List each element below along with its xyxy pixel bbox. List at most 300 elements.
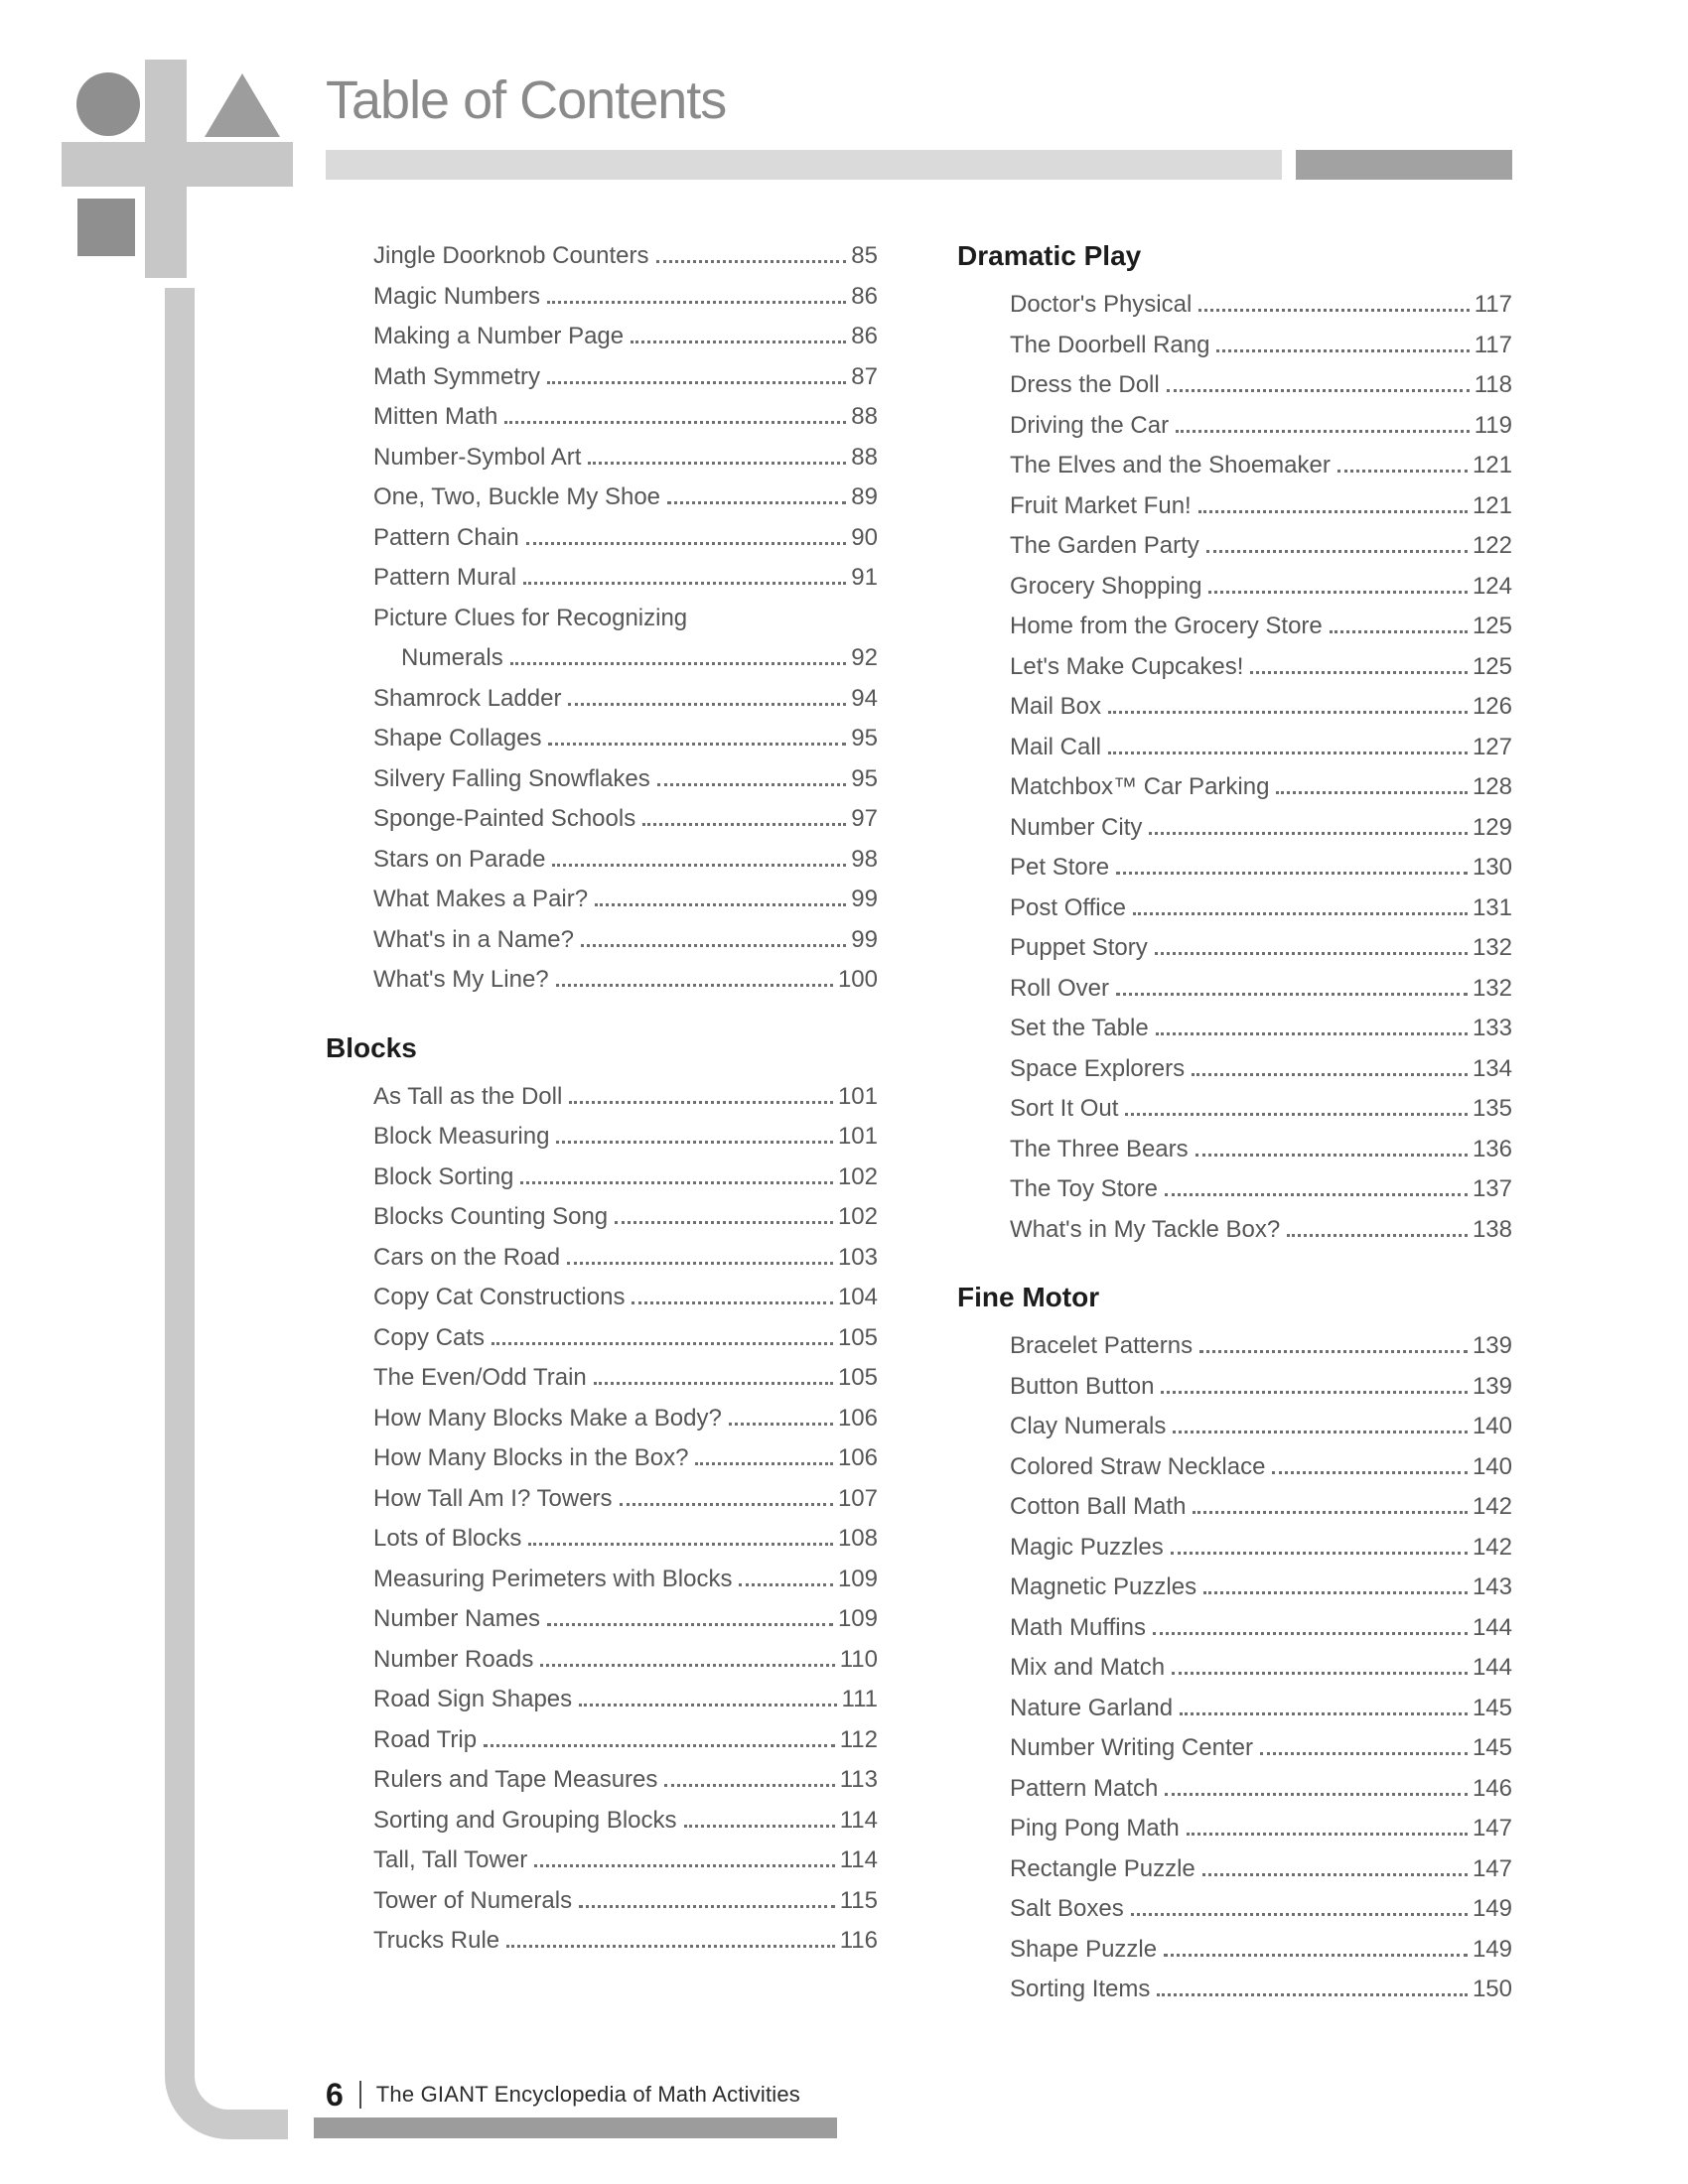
dot-leader (1131, 1913, 1468, 1916)
entry-title: Copy Cats (373, 1323, 486, 1351)
toc-entry (957, 1169, 1512, 1210)
entry-title: Roll Over (1010, 974, 1110, 1002)
toc-entry (957, 1608, 1512, 1649)
entry-page-number: 144 (1472, 1654, 1512, 1681)
page-footer (326, 2077, 800, 2113)
toc-entry (957, 1407, 1512, 1447)
entry-title: What's My Line? (373, 966, 549, 993)
toc-entry (957, 1130, 1512, 1170)
toc-entry (326, 518, 878, 559)
entry-page-number: 142 (1472, 1493, 1512, 1520)
dot-leader (1287, 1234, 1468, 1237)
entry-title: Puppet Story (1010, 934, 1148, 961)
entry-title: Copy Cat Constructions (373, 1284, 626, 1310)
entry-title: Picture Clues for Recognizing (373, 604, 688, 631)
entry-title: Grocery Shopping (1010, 572, 1202, 600)
dot-leader (667, 501, 846, 504)
entry-page-number: 126 (1472, 693, 1512, 720)
logo-horizontal-bar (62, 142, 293, 187)
toc-entry (326, 679, 878, 720)
toc-entry (326, 317, 878, 357)
entry-title: Ping Pong Math (1010, 1815, 1180, 1842)
toc-entry (957, 1689, 1512, 1729)
dot-leader (568, 703, 846, 706)
dot-leader (556, 984, 833, 987)
toc-entry (957, 1930, 1512, 1971)
entry-page-number: 92 (851, 644, 878, 671)
toc-entry (957, 767, 1512, 808)
entry-page-number: 127 (1472, 733, 1512, 760)
dot-leader (1173, 1431, 1468, 1433)
dot-leader (1206, 550, 1468, 553)
dot-leader (547, 1623, 833, 1626)
dot-leader (1153, 1632, 1468, 1635)
dot-leader (1172, 1672, 1468, 1675)
entry-page-number: 142 (1472, 1533, 1512, 1561)
entry-page-number: 117 (1474, 291, 1512, 318)
square-shape-icon (77, 199, 135, 256)
entry-page-number: 143 (1472, 1573, 1512, 1600)
dot-leader (1180, 1712, 1468, 1715)
entry-title: Measuring Perimeters with Blocks (373, 1565, 733, 1592)
toc-entry (957, 1009, 1512, 1049)
dot-leader (534, 1864, 835, 1867)
dot-leader (631, 341, 846, 343)
entry-page-number: 117 (1474, 331, 1512, 358)
entry-page-number: 121 (1472, 452, 1512, 478)
entry-title: Driving the Car (1010, 411, 1170, 439)
toc-entry (326, 397, 878, 438)
dot-leader (548, 743, 846, 746)
entry-page-number: 149 (1472, 1935, 1512, 1963)
entry-title: As Tall as the Doll (373, 1082, 563, 1110)
dot-leader (1133, 912, 1468, 915)
toc-entry (957, 1326, 1512, 1367)
dot-leader (1196, 1154, 1468, 1157)
entry-page-number: 109 (837, 1565, 878, 1592)
dot-leader (1199, 1350, 1468, 1353)
entry-title: Shape Collages (373, 725, 542, 751)
entry-page-number: 99 (851, 925, 878, 953)
entry-title: Math Symmetry (373, 362, 541, 390)
entry-page-number: 100 (837, 966, 878, 993)
toc-entry (326, 1519, 878, 1560)
toc-entry (326, 599, 878, 639)
toc-entry (957, 1728, 1512, 1769)
entry-page-number: 129 (1472, 813, 1512, 841)
entry-title: The Elves and the Shoemaker (1010, 452, 1331, 478)
entry-page-number: 134 (1472, 1054, 1512, 1082)
entry-title: Rectangle Puzzle (1010, 1854, 1196, 1882)
toc-entry (326, 920, 878, 961)
entry-title: Lots of Blocks (373, 1525, 522, 1552)
entry-title: One, Two, Buckle My Shoe (373, 483, 661, 510)
dot-leader (664, 1784, 834, 1787)
toc-entry (957, 607, 1512, 647)
toc-entry (326, 1479, 878, 1520)
entry-title: Stars on Parade (373, 845, 546, 873)
entry-title: Pattern Chain (373, 523, 519, 551)
toc-entry (957, 1648, 1512, 1689)
toc-entry (957, 1809, 1512, 1849)
dot-leader (1108, 751, 1468, 754)
entry-page-number: 102 (837, 1162, 878, 1190)
entry-page-number: 85 (851, 242, 878, 269)
toc-entry (957, 808, 1512, 849)
toc-column-left (326, 236, 878, 1962)
entry-page-number: 102 (837, 1203, 878, 1230)
dot-leader (1260, 1752, 1468, 1755)
dot-leader (1198, 510, 1468, 513)
dot-leader (484, 1744, 835, 1747)
dot-leader (510, 662, 847, 665)
entry-page-number: 106 (837, 1404, 878, 1432)
dot-leader (657, 783, 847, 786)
entry-title: Space Explorers (1010, 1054, 1186, 1082)
toc-entry (326, 1841, 878, 1881)
entry-page-number: 103 (837, 1243, 878, 1271)
dot-leader (1276, 791, 1468, 794)
toc-entry (326, 438, 878, 478)
toc-entry (326, 840, 878, 881)
entry-title: The Garden Party (1010, 532, 1199, 559)
toc-entry (326, 277, 878, 318)
entry-page-number: 109 (837, 1605, 878, 1632)
toc-entry (326, 1077, 878, 1118)
toc-entry (326, 759, 878, 800)
entry-page-number: 146 (1472, 1774, 1512, 1802)
entry-title: Sorting and Grouping Blocks (373, 1806, 677, 1834)
toc-entry (326, 1158, 878, 1198)
toc-entry (326, 1399, 878, 1439)
entry-title: Cotton Ball Math (1010, 1493, 1187, 1520)
entry-page-number: 124 (1472, 572, 1512, 600)
toc-entry (326, 1720, 878, 1761)
toc-entry (326, 1881, 878, 1922)
entry-page-number: 98 (851, 845, 878, 873)
entry-title: Number City (1010, 813, 1143, 841)
entry-title: The Even/Odd Train (373, 1364, 587, 1391)
toc-entry (326, 1278, 878, 1318)
entry-title: Colored Straw Necklace (1010, 1452, 1266, 1480)
dot-leader (1165, 1793, 1468, 1796)
entry-page-number: 125 (1472, 652, 1512, 680)
toc-entry (957, 1447, 1512, 1488)
dot-leader (1164, 1954, 1468, 1957)
dot-leader (1167, 389, 1470, 392)
entry-page-number: 89 (851, 483, 878, 510)
entry-page-number: 132 (1472, 974, 1512, 1002)
entry-page-number: 133 (1472, 1015, 1512, 1041)
entry-page-number: 145 (1472, 1734, 1512, 1761)
entry-title: Cars on the Road (373, 1243, 561, 1271)
toc-entry (326, 1117, 878, 1158)
dot-leader (520, 1181, 833, 1184)
entry-page-number: 105 (837, 1323, 878, 1351)
entry-page-number: 125 (1472, 613, 1512, 639)
entry-title: Pet Store (1010, 854, 1110, 881)
dot-leader (1165, 1193, 1468, 1196)
dot-leader (567, 1262, 833, 1265)
toc-entry (957, 1970, 1512, 2010)
toc-entry (326, 236, 878, 277)
entry-page-number: 136 (1472, 1135, 1512, 1162)
entry-page-number: 87 (851, 362, 878, 390)
entry-page-number: 88 (851, 403, 878, 430)
dot-leader (523, 582, 846, 585)
toc-entry (957, 728, 1512, 768)
dot-leader (1171, 1552, 1468, 1555)
toc-entry (326, 1238, 878, 1279)
entry-title: The Doorbell Rang (1010, 331, 1210, 358)
entry-title: Salt Boxes (1010, 1895, 1124, 1922)
entry-title: Road Sign Shapes (373, 1686, 573, 1712)
dot-leader (695, 1462, 832, 1465)
dot-leader (1250, 671, 1468, 674)
dot-leader (1330, 630, 1468, 633)
entry-page-number: 116 (839, 1927, 878, 1954)
dot-leader (1198, 309, 1469, 312)
entry-page-number: 144 (1472, 1613, 1512, 1641)
toc-entry (326, 558, 878, 599)
toc-entry (326, 1680, 878, 1720)
entry-page-number: 88 (851, 443, 878, 471)
entry-title: Home from the Grocery Store (1010, 613, 1323, 639)
entry-page-number: 113 (839, 1766, 878, 1793)
toc-entry (957, 687, 1512, 728)
toc-entry (326, 880, 878, 920)
dot-leader (1193, 1511, 1468, 1514)
dot-leader (581, 944, 846, 947)
dot-leader (739, 1583, 833, 1586)
toc-entry (957, 647, 1512, 688)
toc-entry (957, 326, 1512, 366)
dot-leader (1157, 1993, 1468, 1996)
dot-leader (547, 381, 846, 384)
entry-page-number: 101 (837, 1123, 878, 1150)
entry-title: How Many Blocks in the Box? (373, 1444, 689, 1471)
entry-title: Sponge-Painted Schools (373, 805, 636, 832)
entry-title: Trucks Rule (373, 1927, 500, 1954)
toc-entry (957, 888, 1512, 929)
entry-title: Doctor's Physical (1010, 291, 1193, 318)
entry-title: Block Measuring (373, 1123, 550, 1150)
entry-title: The Toy Store (1010, 1175, 1158, 1202)
dot-leader (528, 1543, 833, 1546)
entry-title: What Makes a Pair? (373, 886, 589, 912)
dot-leader (1192, 1073, 1468, 1076)
entry-page-number: 95 (851, 764, 878, 792)
entry-page-number: 115 (839, 1886, 878, 1914)
entry-page-number: 135 (1472, 1095, 1512, 1122)
dot-leader (1156, 1032, 1468, 1035)
toc-entry (957, 486, 1512, 527)
dot-leader (595, 903, 846, 906)
entry-title: Fruit Market Fun! (1010, 491, 1192, 519)
entry-page-number: 132 (1472, 934, 1512, 961)
entry-title: Pattern Mural (373, 564, 517, 591)
toc-entry (957, 1889, 1512, 1930)
section-heading: Fine Motor (957, 1282, 1100, 1312)
entry-title: Numerals (401, 644, 503, 671)
dot-leader (1216, 349, 1469, 352)
entry-title: Mail Call (1010, 733, 1102, 760)
dot-leader (632, 1301, 833, 1304)
toc-entry (957, 1769, 1512, 1810)
entry-title: The Three Bears (1010, 1135, 1189, 1162)
dot-leader (547, 301, 846, 304)
entry-title: Mitten Math (373, 403, 498, 430)
dot-leader (1202, 1873, 1468, 1876)
entry-page-number: 137 (1472, 1175, 1512, 1202)
entry-title: Nature Garland (1010, 1694, 1174, 1721)
entry-title: Number Names (373, 1605, 541, 1632)
dot-leader (506, 1945, 835, 1948)
dot-leader (1116, 993, 1468, 996)
entry-page-number: 105 (837, 1364, 878, 1391)
title-underline-dark (1296, 150, 1512, 180)
triangle-shape-icon (205, 73, 280, 137)
dot-leader (1208, 591, 1468, 594)
dot-leader (1161, 1391, 1468, 1394)
toc-entry (326, 638, 878, 679)
dot-leader (1337, 470, 1468, 473)
toc-entry (957, 446, 1512, 486)
entry-title: Post Office (1010, 893, 1126, 921)
entry-page-number: 147 (1472, 1854, 1512, 1882)
toc-entry (957, 1568, 1512, 1608)
entry-page-number: 90 (851, 523, 878, 551)
dot-leader (588, 462, 846, 465)
entry-title: Rulers and Tape Measures (373, 1766, 658, 1793)
entry-page-number: 110 (839, 1645, 878, 1673)
entry-page-number: 86 (851, 323, 878, 349)
entry-title: Bracelet Patterns (1010, 1332, 1194, 1359)
entry-title: Pattern Match (1010, 1774, 1159, 1802)
dot-leader (1203, 1591, 1468, 1594)
toc-entry (326, 799, 878, 840)
entry-page-number: 147 (1472, 1815, 1512, 1842)
dot-leader (1176, 430, 1470, 433)
toc-entry (957, 928, 1512, 969)
entry-page-number: 95 (851, 725, 878, 751)
entry-page-number: 122 (1472, 532, 1512, 559)
entry-page-number: 149 (1472, 1895, 1512, 1922)
entry-title: What's in My Tackle Box? (1010, 1215, 1281, 1243)
toc-entry (326, 1560, 878, 1600)
dot-leader (556, 1141, 833, 1144)
toc-entry (326, 1358, 878, 1399)
entry-title: Button Button (1010, 1372, 1155, 1400)
entry-page-number: 119 (1474, 411, 1512, 439)
entry-page-number: 128 (1472, 773, 1512, 800)
entry-title: Magnetic Puzzles (1010, 1573, 1197, 1600)
toc-entry (326, 1599, 878, 1640)
page-title: Table of Contents (326, 70, 727, 130)
section-heading: Blocks (326, 1031, 417, 1063)
entry-page-number: 114 (839, 1846, 878, 1873)
dot-leader (642, 823, 846, 826)
entry-title: Set the Table (1010, 1015, 1149, 1041)
circle-shape-icon (76, 72, 140, 136)
entry-page-number: 86 (851, 282, 878, 310)
dot-leader (594, 1382, 833, 1385)
entry-title: Sorting Items (1010, 1976, 1151, 2002)
entry-title: Mail Box (1010, 693, 1102, 720)
entry-title: Silvery Falling Snowflakes (373, 764, 650, 792)
dot-leader (492, 1342, 833, 1345)
entry-title: Matchbox™ Car Parking (1010, 773, 1270, 800)
toc-entry (957, 1367, 1512, 1408)
section-heading: Dramatic Play (957, 240, 1142, 271)
dot-leader (656, 260, 847, 263)
footer-bar (314, 2117, 837, 2138)
entry-page-number: 94 (851, 684, 878, 712)
entry-page-number: 145 (1472, 1694, 1512, 1721)
entry-page-number: 121 (1472, 491, 1512, 519)
entry-title: Number-Symbol Art (373, 443, 582, 471)
footer-divider (359, 2081, 361, 2109)
entry-title: Number Roads (373, 1645, 534, 1673)
toc-entry (957, 1849, 1512, 1890)
entry-page-number: 91 (851, 564, 878, 591)
entry-title: Road Trip (373, 1725, 478, 1753)
entry-title: Jingle Doorknob Counters (373, 242, 649, 269)
entry-page-number: 138 (1472, 1215, 1512, 1243)
entry-title: Number Writing Center (1010, 1734, 1253, 1761)
toc-entry (957, 1528, 1512, 1569)
entry-title: Shamrock Ladder (373, 684, 562, 712)
dot-leader (526, 542, 847, 545)
entry-page-number: 139 (1472, 1372, 1512, 1400)
entry-title: Magic Puzzles (1010, 1533, 1164, 1561)
toc-entry (957, 1049, 1512, 1090)
entry-page-number: 99 (851, 886, 878, 912)
entry-page-number: 114 (839, 1806, 878, 1834)
entry-page-number: 131 (1472, 893, 1512, 921)
toc-entry (326, 1318, 878, 1359)
toc-entry (957, 1089, 1512, 1130)
dot-leader (1149, 832, 1468, 835)
entry-title: Clay Numerals (1010, 1413, 1167, 1439)
dot-leader (569, 1101, 833, 1104)
dot-leader (729, 1423, 833, 1426)
toc-entry (326, 1640, 878, 1681)
dot-leader (552, 864, 846, 867)
dot-leader (579, 1905, 835, 1908)
entry-title: Block Sorting (373, 1162, 514, 1190)
entry-title: Math Muffins (1010, 1613, 1146, 1641)
dot-leader (1108, 711, 1468, 714)
toc-entry (326, 1438, 878, 1479)
toc-entry (326, 478, 878, 518)
toc-entry (957, 406, 1512, 447)
entry-page-number: 111 (841, 1686, 878, 1712)
toc-entry (326, 1921, 878, 1962)
dot-leader (1125, 1113, 1468, 1116)
toc-entry (326, 1760, 878, 1801)
entry-page-number: 108 (837, 1525, 878, 1552)
dot-leader (579, 1704, 836, 1706)
dot-leader (1116, 872, 1468, 875)
entry-page-number: 106 (837, 1444, 878, 1471)
entry-page-number: 107 (837, 1484, 878, 1512)
entry-title: Shape Puzzle (1010, 1935, 1158, 1963)
entry-title: Let's Make Cupcakes! (1010, 652, 1244, 680)
dot-leader (1272, 1471, 1468, 1474)
entry-title: How Many Blocks Make a Body? (373, 1404, 722, 1432)
entry-page-number: 140 (1472, 1413, 1512, 1439)
